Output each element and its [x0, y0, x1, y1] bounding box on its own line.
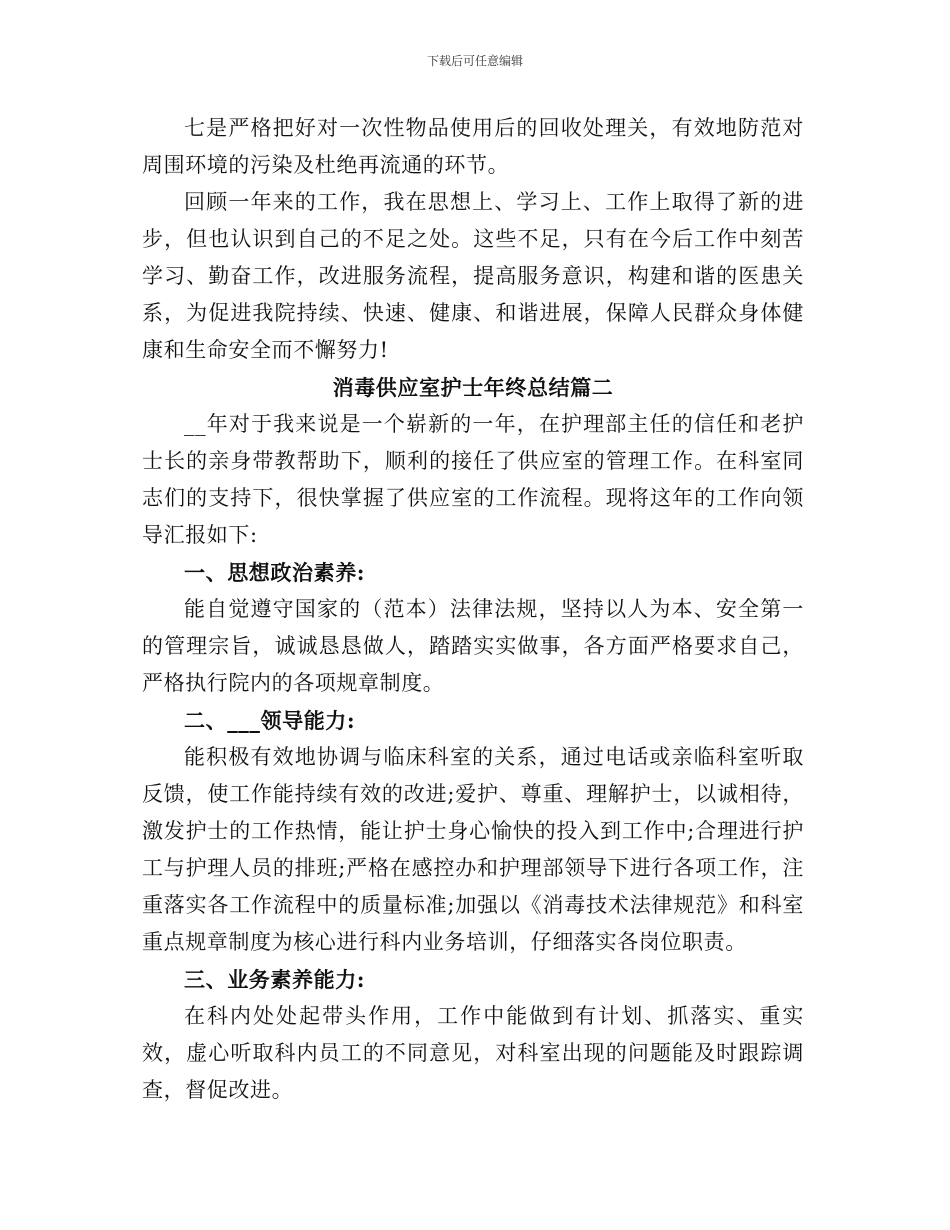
- paragraph-political-quality: 能自觉遵守国家的（范本）法律法规，坚持以人为本、安全第一的管理宗旨，诚诚恳恳做人，踏踏实实做事，各方面严格要求自己，严格执行院内的各项规章制度。: [142, 597, 804, 695]
- paragraph-intro: __年对于我来说是一个崭新的一年，在护理部主任的信任和老护士长的亲身带教帮助下，顺利的接任了供应室的管理工作。在科室同志们的支持下，很快掌握了供应室的工作流程。现将这年的工作向领导汇报如下:: [142, 412, 804, 547]
- header-note: 下载后可任意编辑: [426, 54, 523, 68]
- heading-professional-ability: 三、业务素养能力:: [184, 967, 366, 992]
- heading-leadership: 二、___领导能力:: [184, 708, 356, 733]
- paragraph-leadership: 能积极有效地协调与临床科室的关系，通过电话或亲临科室听取反馈，使工作能持续有效的改进;爱护、尊重、理解护士，以诚相待，激发护士的工作热情，能让护士身心愉快的投入到工作中;合理进行护工与护理人员的排班;严格在感控办和护理部领导下进行各项工作，注重落实各工作流程中的质量标准;加强以《消毒技术法律规范》和科室重点规章制度为核心进行科内业务培训，仔细落实各岗位职责。: [142, 745, 804, 954]
- heading-political-quality: 一、思想政治素养:: [184, 560, 366, 585]
- paragraph-recycling: 七是严格把好对一次性物品使用后的回收处理关，有效地防范对周围环境的污染及杜绝再流通的环节。: [142, 116, 804, 177]
- paragraph-review: 回顾一年来的工作，我在思想上、学习上、工作上取得了新的进步，但也认识到自己的不足之处。这些不足，只有在今后工作中刻苦学习、勤奋工作，改进服务流程，提高服务意识，构建和谐的医患关系，为促进我院持续、快速、健康、和谐进展，保障人民群众身体健康和生命安全而不懈努力!: [142, 190, 804, 362]
- paragraph-professional-ability: 在科内处处起带头作用，工作中能做到有计划、抓落实、重实效，虚心听取科内员工的不同意见，对科室出现的问题能及时跟踪调查，督促改进。: [142, 1004, 804, 1102]
- document-body: [142, 110, 804, 1109]
- section-title: 消毒供应室护士年终总结篇二: [332, 375, 614, 400]
